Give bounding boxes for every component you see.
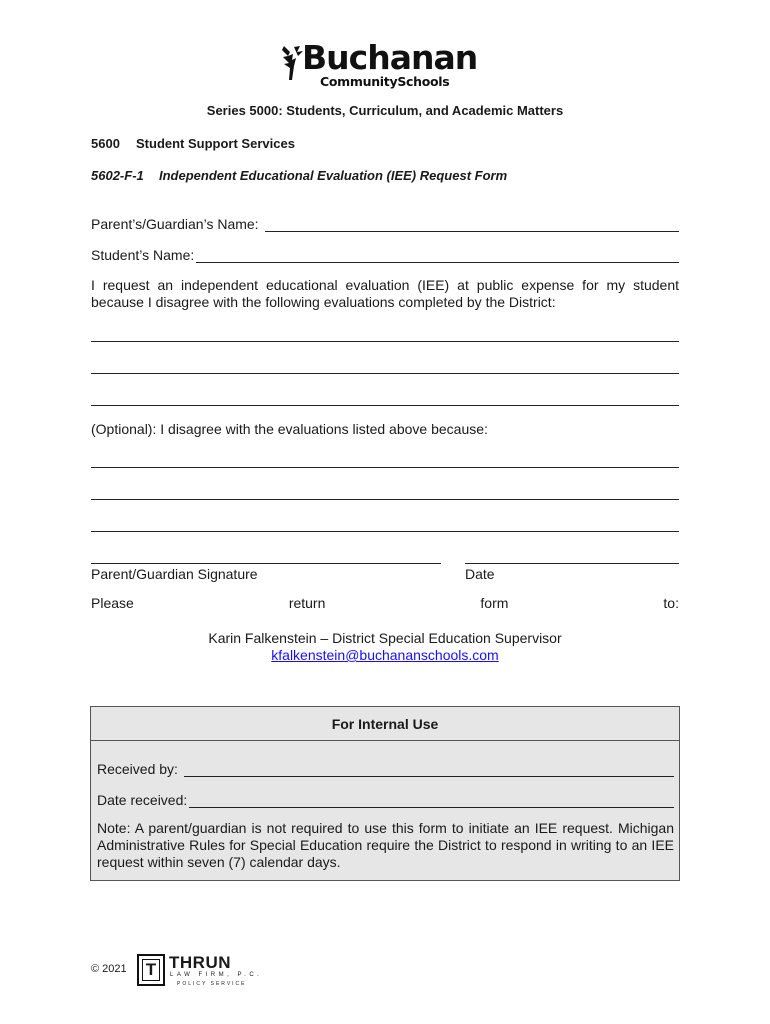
firm-service: POLICY SERVICE (177, 981, 247, 987)
firm-letter: T (142, 959, 160, 981)
district-logo (280, 38, 490, 90)
received-by-label: Received by: (97, 761, 178, 777)
evaluation-line[interactable] (91, 373, 679, 374)
evaluation-line[interactable] (91, 341, 679, 342)
student-name-field[interactable] (91, 241, 679, 263)
student-name-line[interactable] (196, 248, 679, 263)
internal-note: Note: A parent/guardian is not required to use this form to initiate an IEE request. Michigan Administrative Rules for Special Education require the District to respond in writing to an IEE request within seven (7) calendar days. (97, 820, 674, 870)
contact-name: Karin Falkenstein – District Special Education Supervisor (208, 630, 562, 646)
internal-use-heading: For Internal Use (91, 707, 679, 741)
date-received-label: Date received: (97, 792, 188, 808)
reason-line[interactable] (91, 467, 679, 468)
date-line[interactable] (465, 563, 679, 564)
parent-name-label: Parent’s/Guardian’s Name: (91, 216, 259, 232)
copyright: © 2021 (91, 963, 127, 975)
parent-name-line[interactable] (265, 217, 679, 232)
reason-line[interactable] (91, 531, 679, 532)
return-word: form (480, 595, 509, 611)
evaluation-line[interactable] (91, 405, 679, 406)
thrun-logo-icon (137, 954, 165, 986)
firm-line: LAW FIRM, P.C. (170, 972, 263, 978)
return-word: Please (91, 595, 134, 611)
request-paragraph: I request an independent educational evaluation (IEE) at public expense for my student because I disagree with the following evaluations completed by the District: (91, 277, 679, 310)
contact-email-link[interactable]: kfalkenstein@buchananschools.com (271, 647, 499, 663)
return-word: to: (663, 595, 679, 611)
section-number: 5600 (91, 136, 120, 151)
logo-name: Buchanan (302, 38, 478, 77)
received-by-field[interactable] (97, 755, 674, 777)
optional-reason-text: (Optional): I disagree with the evaluations listed above because: (91, 421, 488, 437)
firm-name: THRUN (169, 953, 231, 972)
return-word: return (288, 595, 326, 611)
footer (91, 950, 291, 995)
logo-subtitle: CommunitySchools (320, 74, 450, 89)
date-received-line[interactable] (189, 793, 674, 808)
form-title (91, 168, 507, 183)
date-received-field[interactable] (97, 786, 674, 808)
return-instructions (91, 595, 679, 611)
student-name-label: Student’s Name: (91, 247, 195, 263)
internal-use-box (90, 706, 680, 881)
signature-label: Parent/Guardian Signature (91, 566, 258, 582)
contact-block (0, 630, 770, 664)
form-number: 5602-F-1 (91, 168, 144, 183)
series-heading: Series 5000: Students, Curriculum, and Academic Matters (206, 103, 564, 118)
section-title: Student Support Services (136, 136, 295, 151)
section-heading (91, 136, 295, 151)
parent-name-field[interactable] (91, 210, 679, 232)
signature-line[interactable] (91, 563, 441, 564)
reason-line[interactable] (91, 499, 679, 500)
form-title-text: Independent Educational Evaluation (IEE) Request Form (159, 168, 508, 183)
date-label: Date (465, 566, 495, 582)
received-by-line[interactable] (184, 762, 674, 777)
